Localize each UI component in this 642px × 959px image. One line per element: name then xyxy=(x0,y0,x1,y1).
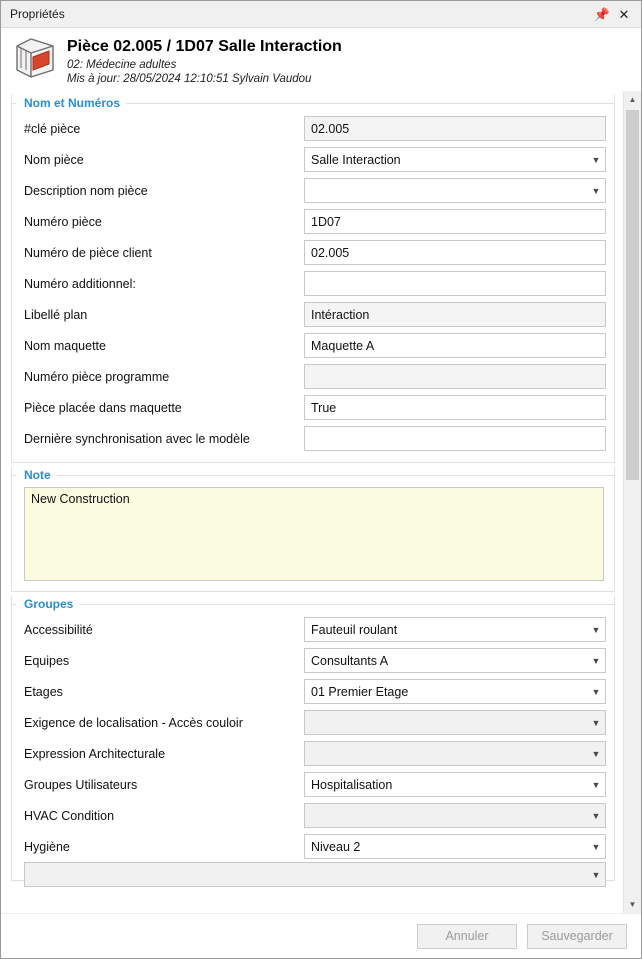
field-row xyxy=(12,676,614,707)
header xyxy=(1,28,641,91)
combo-value: Hospitalisation xyxy=(311,777,393,792)
field-row xyxy=(12,831,614,862)
legend-line-right xyxy=(57,475,614,476)
field-label: Dernière synchronisation avec le modèle xyxy=(24,431,250,446)
note-textarea[interactable]: New Construction xyxy=(24,487,604,581)
save-button[interactable]: Sauvegarder xyxy=(527,924,627,949)
description-nom-piece-combo[interactable] xyxy=(304,178,606,203)
section-legend-nom-et-numeros xyxy=(12,95,614,113)
etages-combo[interactable] xyxy=(304,679,606,704)
pin-icon[interactable] xyxy=(591,4,613,24)
combo-value: Niveau 2 xyxy=(311,839,361,854)
field-label: Nom pièce xyxy=(24,152,84,167)
chevron-down-icon: ▼ xyxy=(591,624,601,635)
accessibilite-combo[interactable] xyxy=(304,617,606,642)
legend-label: Note xyxy=(16,468,57,482)
field-row xyxy=(12,237,614,268)
hvac-condition-combo[interactable] xyxy=(304,803,606,828)
scroll-up-icon[interactable]: ▲ xyxy=(624,91,641,108)
field-row xyxy=(12,144,614,175)
chevron-down-icon: ▼ xyxy=(591,869,601,880)
field-row xyxy=(12,299,614,330)
pin-glyph: 📌 xyxy=(593,6,611,22)
field-label: Pièce placée dans maquette xyxy=(24,400,182,415)
chevron-down-icon: ▼ xyxy=(591,185,601,196)
window-title: Propriétés xyxy=(10,7,65,21)
section-legend-note xyxy=(12,467,614,485)
derniere-synchronisation-input[interactable] xyxy=(304,426,606,451)
field-label: Numéro pièce xyxy=(24,214,102,229)
header-text xyxy=(67,36,342,85)
nom-maquette-input[interactable]: Maquette A xyxy=(304,333,606,358)
header-updated: Mis à jour: 28/05/2024 12:10:51 Sylvain Vaudou xyxy=(67,73,312,86)
field-label: Exigence de localisation - Accès couloir xyxy=(24,715,243,730)
field-label: Numéro additionnel: xyxy=(24,276,136,291)
field-row xyxy=(12,800,614,831)
field-label: Nom maquette xyxy=(24,338,106,353)
numero-additionnel-input[interactable] xyxy=(304,271,606,296)
scroll-content xyxy=(1,91,623,913)
chevron-down-icon: ▼ xyxy=(591,655,601,666)
chevron-down-icon: ▼ xyxy=(591,717,601,728)
title-bar xyxy=(1,1,641,28)
expression-architecturale-combo[interactable] xyxy=(304,741,606,766)
dialog-footer xyxy=(1,913,641,958)
field-row xyxy=(12,330,614,361)
field-row-partial xyxy=(12,862,614,880)
field-label: #clé pièce xyxy=(24,121,81,136)
field-row xyxy=(12,392,614,423)
close-icon[interactable] xyxy=(613,4,635,24)
field-label: Description nom pièce xyxy=(24,183,148,198)
content-area xyxy=(1,91,641,913)
chevron-down-icon: ▼ xyxy=(591,686,601,697)
groupes-utilisateurs-combo[interactable] xyxy=(304,772,606,797)
room-cube-icon xyxy=(13,36,57,80)
field-row xyxy=(12,645,614,676)
field-row xyxy=(12,361,614,392)
field-label: HVAC Condition xyxy=(24,808,115,823)
legend-line-right xyxy=(79,604,614,605)
field-row xyxy=(12,707,614,738)
section-groupes xyxy=(11,596,615,881)
scrollbar-thumb[interactable] xyxy=(626,110,639,480)
field-row xyxy=(12,206,614,237)
section-legend-groupes xyxy=(12,596,614,614)
field-label: Groupes Utilisateurs xyxy=(24,777,138,792)
hygiene-combo[interactable] xyxy=(304,834,606,859)
numero-piece-input[interactable]: 1D07 xyxy=(304,209,606,234)
field-row xyxy=(12,113,614,144)
field-row xyxy=(12,614,614,645)
chevron-down-icon: ▼ xyxy=(591,841,601,852)
field-label: Numéro de pièce client xyxy=(24,245,152,260)
piece-placee-dans-maquette-input[interactable]: True xyxy=(304,395,606,420)
field-label: Expression Architecturale xyxy=(24,746,166,761)
section-note xyxy=(11,467,615,592)
chevron-down-icon: ▼ xyxy=(591,154,601,165)
field-label: Hygiène xyxy=(24,839,70,854)
page-title: Pièce 02.005 / 1D07 Salle Interaction xyxy=(67,38,342,55)
header-subtitle: 02: Médecine adultes xyxy=(67,59,177,72)
field-label: Libellé plan xyxy=(24,307,88,322)
field-label: Accessibilité xyxy=(24,622,93,637)
chevron-down-icon: ▼ xyxy=(591,779,601,790)
numero-piece-client-input[interactable]: 02.005 xyxy=(304,240,606,265)
combo-value: Consultants A xyxy=(311,653,389,668)
nom-piece-combo[interactable] xyxy=(304,147,606,172)
legend-label: Groupes xyxy=(16,597,79,611)
field-row xyxy=(12,738,614,769)
close-glyph: ✕ xyxy=(618,6,630,22)
combo-value: Fauteuil roulant xyxy=(311,622,398,637)
section-nom-et-numeros xyxy=(11,95,615,463)
combo-value: Salle Interaction xyxy=(311,152,401,167)
field-row xyxy=(12,268,614,299)
chevron-down-icon: ▼ xyxy=(591,748,601,759)
field-label: Numéro pièce programme xyxy=(24,369,170,384)
libelle-plan-input[interactable]: Intéraction xyxy=(304,302,606,327)
field-label: Etages xyxy=(24,684,63,699)
cancel-button[interactable]: Annuler xyxy=(417,924,517,949)
field-label: Equipes xyxy=(24,653,70,668)
field-row xyxy=(12,423,614,454)
scroll-down-icon[interactable]: ▼ xyxy=(624,896,641,913)
exigence-localisation-combo[interactable] xyxy=(304,710,606,735)
cle-piece-input[interactable]: 02.005 xyxy=(304,116,606,141)
legend-line-right xyxy=(126,103,614,104)
next-combo-partial[interactable] xyxy=(24,862,606,887)
vertical-scrollbar[interactable] xyxy=(623,91,641,913)
combo-value: 01 Premier Etage xyxy=(311,684,409,699)
field-row xyxy=(12,175,614,206)
numero-piece-programme-input[interactable] xyxy=(304,364,606,389)
chevron-down-icon: ▼ xyxy=(591,810,601,821)
field-row xyxy=(12,769,614,800)
legend-label: Nom et Numéros xyxy=(16,96,126,110)
equipes-combo[interactable] xyxy=(304,648,606,673)
